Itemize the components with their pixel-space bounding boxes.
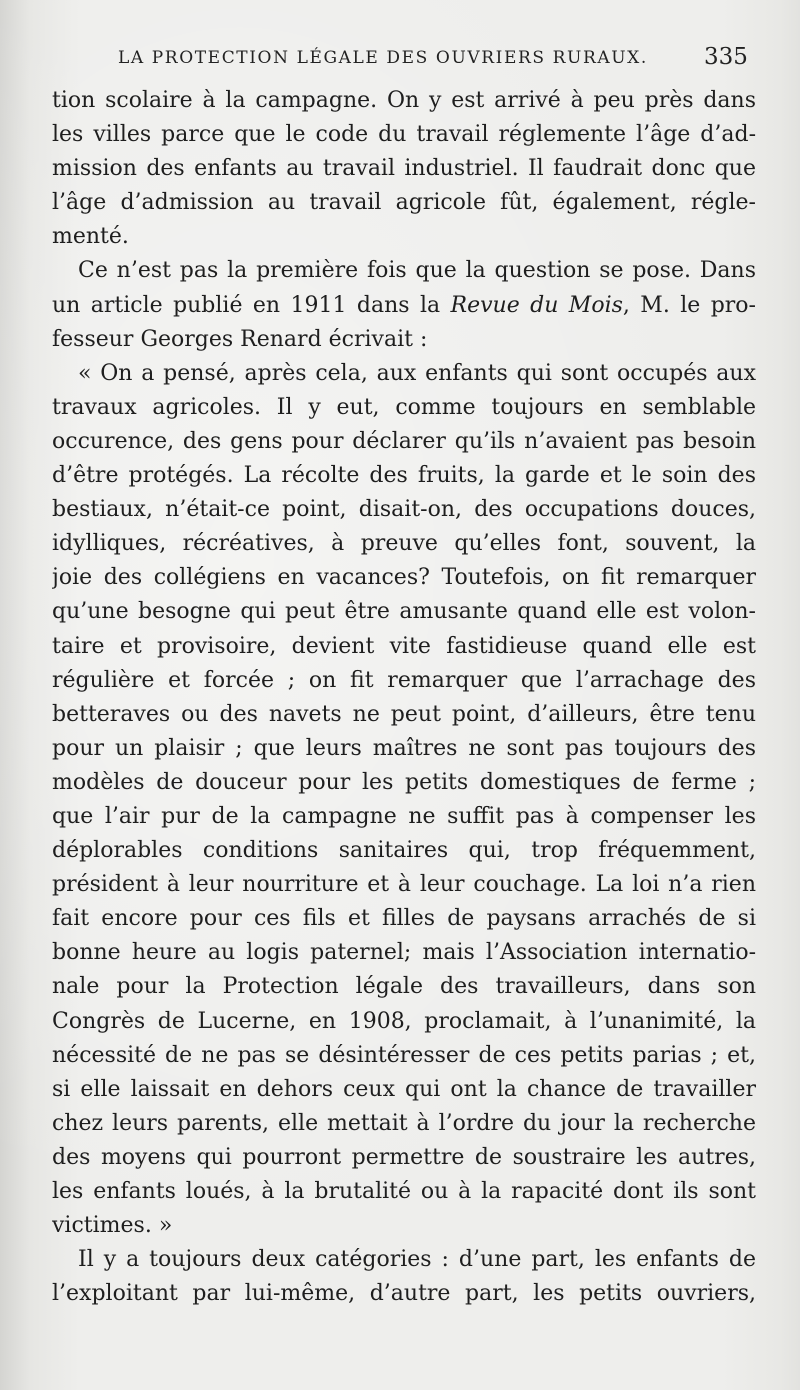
text-line: fesseur Georges Renard écrivait :	[52, 326, 428, 352]
journal-title: Revue du Mois	[450, 292, 623, 318]
text-line: mission des enfants au travail industriel. Il faudrait donc que	[52, 156, 756, 182]
text-line: tion scolaire à la campagne. On y est arrivé à peu près dans	[52, 88, 756, 113]
text-segment: un article publié en 1911 dans la	[52, 292, 441, 318]
text-line: occurence, des gens pour déclarer qu’ils n’avaient pas besoin	[52, 428, 756, 454]
text-line: l’âge d’admission au travail agricole fût, également, régle-	[52, 190, 756, 216]
text-line: que l’air pur de la campagne ne suffit pas à compenser les	[52, 803, 756, 829]
text-line: les villes parce que le code du travail réglemente l’âge d’ad-	[52, 122, 756, 148]
text-line-with-title	[52, 289, 756, 323]
text-line: bestiaux, n’était-ce point, disait-on, des occupations douces,	[52, 497, 756, 523]
body-text	[52, 84, 756, 1311]
text-line: d’être protégés. La récolte des fruits, la garde et le soin des	[52, 463, 756, 489]
text-line: qu’une besogne qui peut être amusante quand elle est volon-	[52, 599, 756, 625]
paragraph-start-line: Ce n’est pas la première fois que la question se pose. Dans	[78, 258, 756, 284]
text-line: l’exploitant par lui-même, d’autre part, les petits ouvriers,	[52, 1281, 756, 1307]
text-line: président à leur nourriture et à leur couchage. La loi n’a rien	[52, 872, 756, 898]
text-line: joie des collégiens en vacances? Toutefois, on fit remarquer	[52, 565, 756, 591]
text-line: victimes. »	[52, 1213, 173, 1239]
text-line: nale pour la Protection légale des travailleurs, dans son	[52, 974, 756, 1000]
text-line: chez leurs parents, elle mettait à l’ordre du jour la recherche	[52, 1110, 756, 1136]
text-line: menté.	[52, 224, 129, 250]
text-segment: , M. le pro-	[622, 292, 756, 318]
text-line: Congrès de Lucerne, en 1908, proclamait, à l’unanimité, la	[52, 1008, 756, 1034]
text-line: taire et provisoire, devient vite fastidieuse quand elle est	[52, 633, 756, 659]
text-line: des moyens qui pourront permettre de soustraire les autres,	[52, 1144, 756, 1170]
text-line: régulière et forcée ; on fit remarquer que l’arrachage des	[52, 667, 756, 693]
text-line: bonne heure au logis paternel; mais l’Association internatio-	[52, 940, 756, 966]
text-line: modèles de douceur pour les petits domestiques de ferme ;	[52, 769, 756, 795]
text-line: travaux agricoles. Il y eut, comme toujours en semblable	[52, 394, 756, 420]
text-line: si elle laissait en dehors ceux qui ont la chance de travailler	[52, 1076, 756, 1102]
page-number: 335	[704, 44, 748, 70]
text-line: fait encore pour ces fils et filles de paysans arrachés de si	[52, 906, 756, 932]
text-line: nécessité de ne pas se désintéresser de ces petits parias ; et,	[52, 1042, 756, 1068]
text-line: betteraves ou des navets ne peut point, d’ailleurs, être tenu	[52, 701, 756, 727]
paragraph-start-line: Il y a toujours deux catégories : d’une part, les enfants de	[78, 1247, 756, 1273]
page-header	[0, 42, 800, 78]
text-line: déplorables conditions sanitaires qui, trop fréquemment,	[52, 838, 756, 864]
text-line: pour un plaisir ; que leurs maîtres ne sont pas toujours des	[52, 735, 756, 761]
text-line: les enfants loués, à la brutalité ou à la rapacité dont ils sont	[52, 1179, 756, 1204]
running-head: LA PROTECTION LÉGALE DES OUVRIERS RURAUX.	[118, 48, 648, 68]
quote-start-line: « On a pensé, après cela, aux enfants qui sont occupés aux	[78, 360, 756, 386]
text-line: idylliques, récréatives, à preuve qu’elles font, souvent, la	[52, 531, 756, 557]
